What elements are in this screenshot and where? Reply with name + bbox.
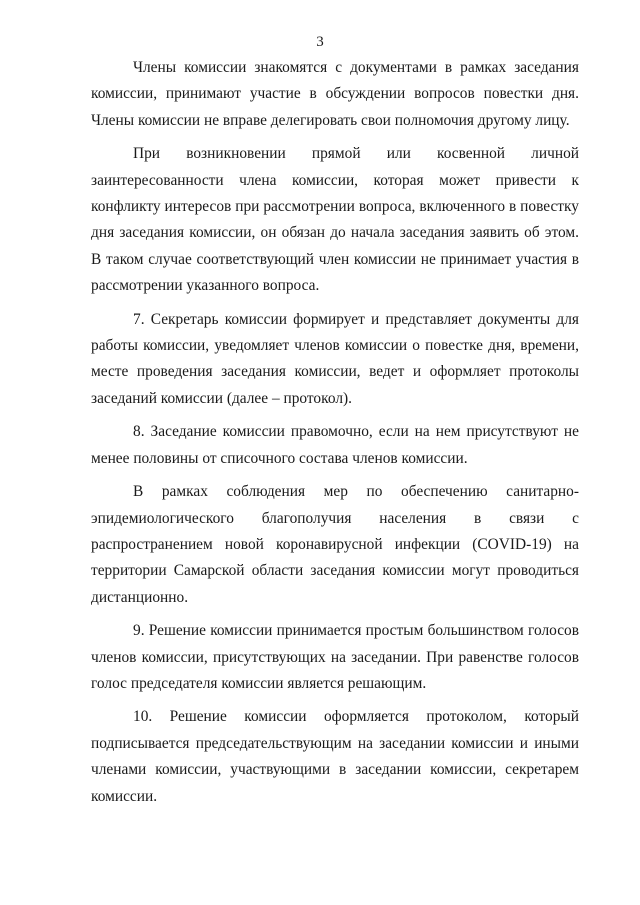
paragraph-item-9-voting: 9. Решение комиссии принимается простым большинством голосов членов комиссии, присутствующих на заседании. При равенстве голосов голос председателя комиссии является решающим.: [91, 622, 579, 692]
paragraph-item-10-protocol: 10. Решение комиссии оформляется протоколом, который подписывается председательствующим на заседании комиссии и иными членами комиссии, участвующими в заседании комиссии, секретарем комиссии.: [91, 708, 579, 805]
paragraph-item-8-quorum: 8. Заседание комиссии правомочно, если на нем присутствуют не менее половины от списочного состава членов комиссии.: [91, 423, 579, 467]
paragraph-remote-meetings: В рамках соблюдения мер по обеспечению санитарно-эпидемиологического благополучия населения в связи с распространением новой коронавирусной инфекции (COVID-19) на территории Самарской области заседания комиссии могут проводиться дистанционно.: [91, 483, 579, 606]
paragraph-conflict-of-interest: При возникновении прямой или косвенной личной заинтересованности члена комиссии, которая может привести к конфликту интересов при рассмотрении вопроса, включенного в повестку дня заседания комиссии, он обязан до начала заседания заявить об этом. В таком случае соответствующий член комиссии не принимает участия в рассмотрении указанного вопроса.: [91, 145, 579, 295]
paragraph-members-participation: Члены комиссии знакомятся с документами в рамках заседания комиссии, принимают участие в обсуждении вопросов повестки дня. Члены комиссии не вправе делегировать свои полномочия другому лицу.: [91, 59, 579, 129]
paragraph-item-7-secretary: 7. Секретарь комиссии формирует и представляет документы для работы комиссии, уведомляет членов комиссии о повестке дня, времени, месте проведения заседания комиссии, ведет и оформляет протоколы заседаний комиссии (далее – протокол).: [91, 310, 579, 407]
document-body: [91, 55, 579, 817]
page-number: 3: [316, 34, 324, 50]
